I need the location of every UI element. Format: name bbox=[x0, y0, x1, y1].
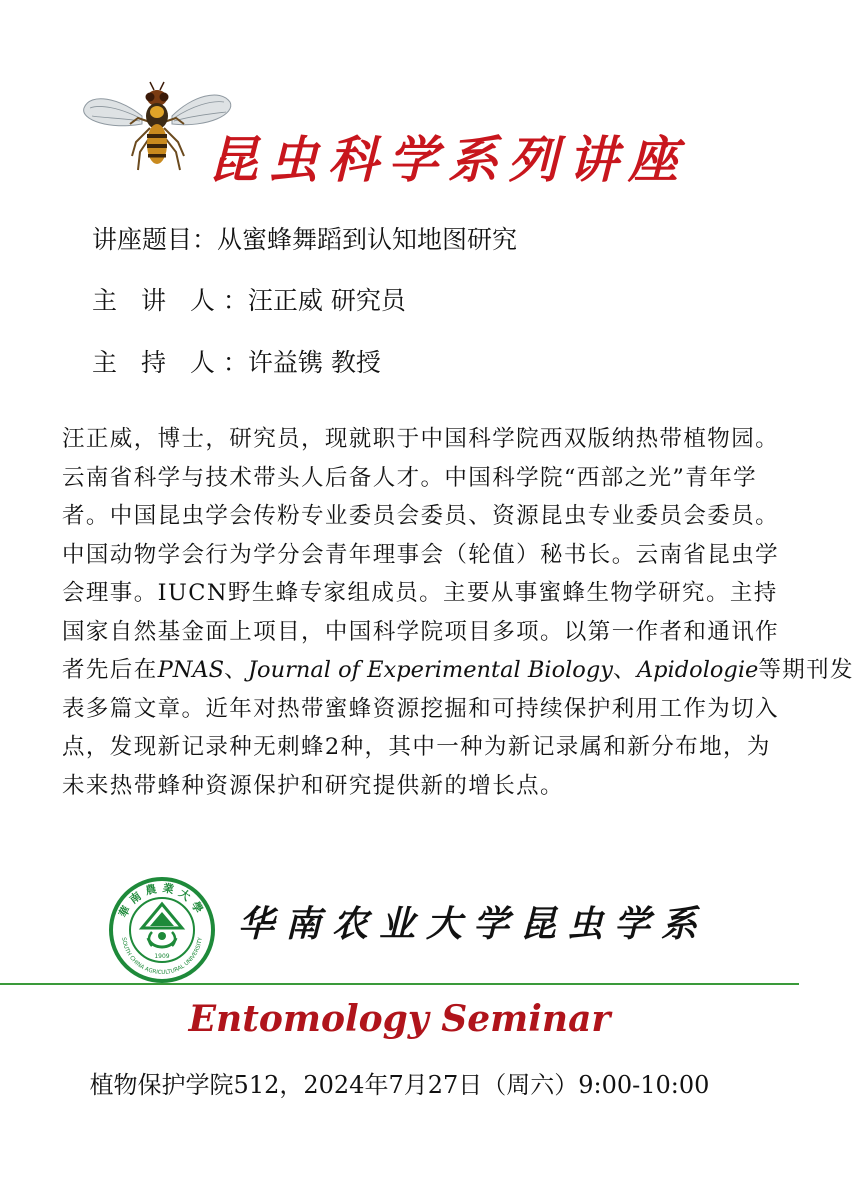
host-value: 许益镌 教授 bbox=[247, 348, 381, 377]
lecture-topic-value: 从蜜蜂舞蹈到认知地图研究 bbox=[217, 225, 518, 254]
venue-and-time: 植物保护学院512，2024年7月27日（周六）9:00-10:00 bbox=[89, 1071, 710, 1099]
lecture-host bbox=[92, 347, 381, 379]
bio-line-journals bbox=[62, 651, 854, 690]
lecture-speaker bbox=[92, 285, 406, 317]
bio-text: 、 bbox=[612, 657, 637, 683]
bio-line: 者。中国昆虫学会传粉专业委员会委员、资源昆虫专业委员会委员。 bbox=[62, 503, 780, 529]
journal-apidologie: Apidologie bbox=[636, 657, 759, 683]
university-logo bbox=[108, 876, 216, 984]
host-colon: ： bbox=[222, 348, 248, 377]
series-title: 昆虫科学系列讲座 bbox=[208, 130, 688, 189]
bio-line: 点，发现新记录种无刺蜂2种，其中一种为新记录属和新分布地，为 bbox=[62, 734, 771, 760]
department-name: 华南农业大学昆虫学系 bbox=[238, 903, 709, 945]
logo-side-text: SOUTH CHINA AGRICULTURAL UNIVERSITY bbox=[120, 937, 204, 977]
speaker-bio bbox=[62, 420, 854, 805]
speaker-value: 汪正威 研究员 bbox=[247, 286, 406, 315]
host-label: 主 持 人 bbox=[92, 348, 223, 377]
speaker-label: 主 讲 人 bbox=[92, 286, 223, 315]
journal-jeb: Journal of Experimental Biology bbox=[248, 657, 613, 683]
bio-line: 表多篇文章。近年对热带蜜蜂资源挖掘和可持续保护利用工作为切入 bbox=[62, 695, 780, 722]
bio-line: 会理事。IUCN野生蜂专家组成员。主要从事蜜蜂生物学研究。主持 bbox=[62, 580, 778, 606]
header bbox=[80, 78, 720, 198]
bio-line: 云南省科学与技术带头人后备人才。中国科学院“西部之光”青年学 bbox=[62, 464, 758, 491]
logo-year: 1909 bbox=[154, 953, 170, 960]
logo-top-text: 華南農業大學 bbox=[116, 881, 208, 920]
bio-line: 汪正威，博士，研究员，现就职于中国科学院西双版纳热带植物园。 bbox=[62, 426, 780, 452]
speaker-colon: ： bbox=[222, 286, 248, 315]
bio-text: 者先后在 bbox=[62, 657, 158, 683]
bio-line: 国家自然基金面上项目，中国科学院项目多项。以第一作者和通讯作 bbox=[62, 618, 780, 645]
bio-text: 等期刊发 bbox=[758, 657, 854, 683]
divider-line bbox=[0, 983, 799, 985]
seminar-title: Entomology Seminar bbox=[188, 998, 611, 1040]
lecture-topic bbox=[92, 224, 517, 256]
bio-text: 、 bbox=[224, 657, 249, 683]
journal-pnas: PNAS bbox=[157, 657, 225, 683]
bio-line: 中国动物学会行为学分会青年理事会（轮值）秘书长。云南省昆虫学 bbox=[62, 541, 780, 568]
bio-line: 未来热带蜂种资源保护和研究提供新的增长点。 bbox=[62, 772, 564, 799]
lecture-topic-label: 讲座题目： bbox=[92, 225, 218, 254]
